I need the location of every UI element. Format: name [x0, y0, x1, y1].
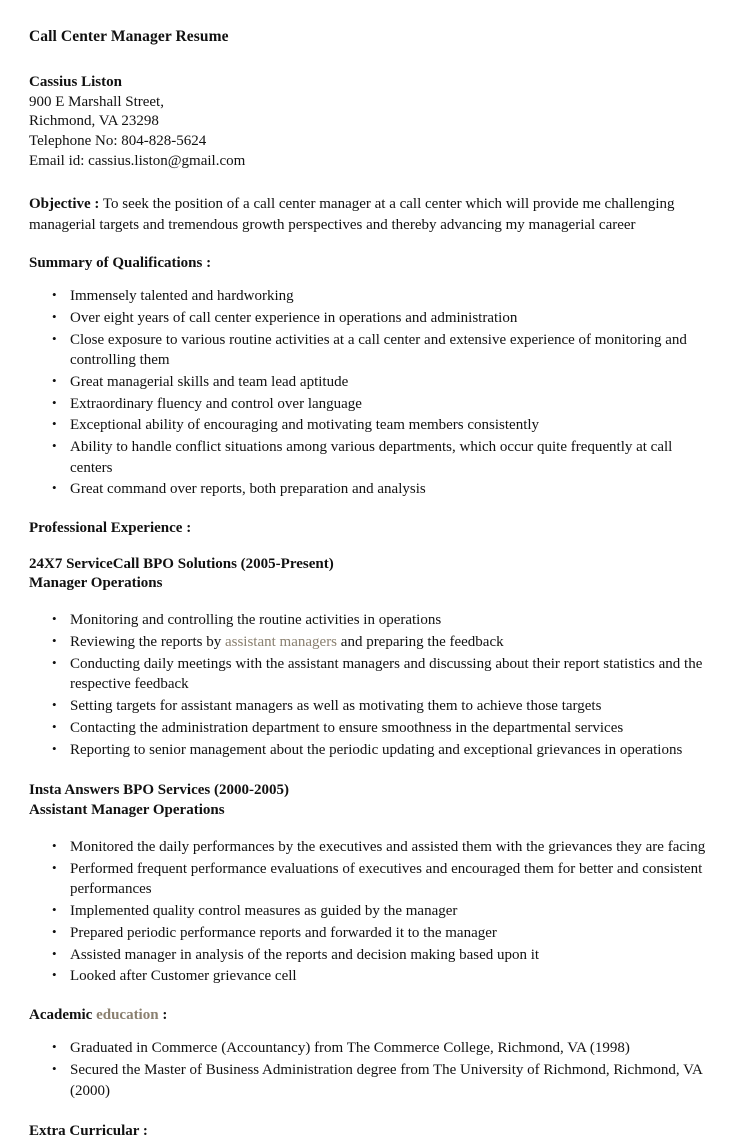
summary-list [29, 286, 710, 500]
job-company-1: 24X7 ServiceCall BPO Solutions (2005-Present) [29, 555, 334, 572]
list-item: • Graduated in Commerce (Accountancy) from The Commerce College, Richmond, VA (1998) [29, 1038, 710, 1059]
job-company-2: Insta Answers BPO Services (2000-2005) [29, 782, 289, 799]
summary-heading: Summary of Qualifications : [29, 254, 212, 271]
list-item: • Over eight years of call center experience in operations and administration [29, 308, 710, 329]
list-item [29, 901, 710, 922]
address-line-1: 900 E Marshall Street, [29, 93, 164, 110]
duty-text: Monitored the daily performances by the executives and assisted them with the grievances they are facing [70, 839, 706, 856]
list-item [29, 718, 710, 739]
list-item [29, 632, 710, 653]
duty-text-tail: and preparing the feedback [337, 634, 504, 651]
duty-text: Reporting to senior management about the periodic updating and exceptional grievances in operations [70, 741, 683, 758]
list-item [29, 654, 710, 695]
experience-heading: Professional Experience : [29, 520, 192, 537]
duty-text: Conducting daily meetings with the assistant managers and discussing about their report statistics and the respective feedback [70, 655, 703, 693]
objective-text: To seek the position of a call center manager at a call center which will provide me challenging managerial targets and tremendous growth perspectives and thereby advancing my managerial career [29, 196, 675, 233]
assistant-managers-link[interactable]: assistant managers [224, 634, 338, 651]
job-role-2: Assistant Manager Operations [29, 802, 225, 819]
list-item [29, 610, 710, 631]
email-line: Email id: cassius.liston@gmail.com [29, 153, 246, 170]
extra-curricular-heading: Extra Curricular : [29, 1123, 148, 1140]
list-item: • Ability to handle conflict situations among various departments, which occur quite frequently at call centers [29, 437, 710, 478]
academic-list [29, 1038, 710, 1101]
list-item [29, 945, 710, 966]
duty-text: Performed frequent performance evaluations of executives and encouraged them for better and consistent performances [70, 860, 703, 898]
duty-text: Prepared periodic performance reports and forwarded it to the manager [70, 924, 497, 941]
education-link[interactable]: education [92, 1006, 159, 1023]
list-item [29, 923, 710, 944]
telephone-line: Telephone No: 804-828-5624 [29, 133, 207, 150]
list-item: • Extraordinary fluency and control over language [29, 394, 710, 415]
job-role-1: Manager Operations [29, 575, 163, 592]
duty-text: Contacting the administration department to ensure smoothness in the departmental services [70, 719, 624, 736]
list-item [29, 696, 710, 717]
duty-text: Implemented quality control measures as guided by the manager [70, 903, 458, 920]
list-item: • Immensely talented and hardworking [29, 286, 710, 307]
duty-text: Setting targets for assistant managers as well as motivating them to achieve those targets [70, 698, 602, 715]
list-item: • Close exposure to various routine activities at a call center and extensive experience of monitoring and controlling them [29, 330, 710, 371]
objective-paragraph [29, 194, 701, 235]
duty-text: Looked after Customer grievance cell [70, 968, 297, 985]
list-item: • Secured the Master of Business Administration degree from The University of Richmond, Richmond, VA (2000) [29, 1060, 710, 1101]
list-item: • Great command over reports, both preparation and analysis [29, 479, 710, 500]
academic-heading-strong: Academic [29, 1006, 93, 1023]
list-item: • Great managerial skills and team lead aptitude [29, 372, 710, 393]
duty-text: Monitoring and controlling the routine activities in operations [70, 612, 442, 629]
list-item [29, 740, 710, 761]
list-item [29, 859, 710, 900]
list-item [29, 966, 710, 987]
job-duties-list-2 [29, 837, 710, 987]
job-duties-list-1 [29, 610, 710, 760]
address-line-2: Richmond, VA 23298 [29, 113, 159, 130]
academic-heading [29, 1006, 710, 1026]
list-item [29, 837, 710, 858]
list-item: • Exceptional ability of encouraging and motivating team members consistently [29, 415, 710, 436]
page-title: Call Center Manager Resume [29, 28, 229, 45]
academic-heading-tail: : [158, 1006, 168, 1023]
candidate-name: Cassius Liston [29, 73, 122, 90]
duty-text: Reviewing the reports by [70, 634, 225, 651]
objective-label: Objective : [29, 196, 100, 213]
duty-text: Assisted manager in analysis of the reports and decision making based upon it [70, 946, 540, 963]
